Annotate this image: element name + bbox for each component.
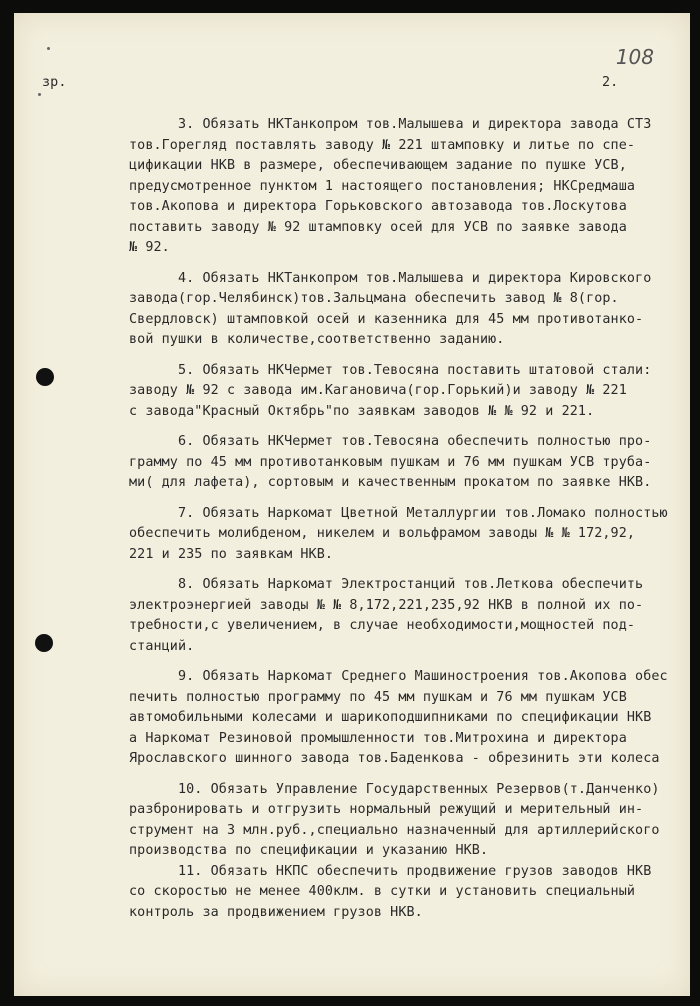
text-line: электроэнергией заводы № № 8,172,221,235,92 НКВ в полной их по-	[129, 597, 644, 613]
text-line: печить полностью программу по 45 мм пушкам и 76 мм пушкам УСВ	[129, 689, 627, 705]
text-line: 9. Обязать Наркомат Среднего Машиностроения тов.Акопова обес	[129, 669, 668, 684]
text-line: 8. Обязать Наркомат Электростанций тов.Леткова обеспечить	[129, 577, 644, 592]
text-line: 5. Обязать НКЧермет тов.Тевосяна поставить штатовой стали:	[129, 362, 652, 378]
text-line: Свердловск) штамповкой осей и казенника для 45 мм противотанко-	[129, 311, 644, 327]
text-line: требности,с увеличением, в случае необходимости,мощностей под-	[129, 618, 636, 633]
paragraph-gap	[129, 351, 668, 361]
paragraph	[129, 115, 668, 259]
paragraph	[129, 575, 668, 657]
text-line: Ярославского шинного завода тов.Баденкова - обрезинить эти колеса	[129, 751, 660, 766]
text-line: 10. Обязать Управление Государственных Резервов(т.Данченко)	[129, 781, 660, 797]
text-line: контроль за продвижением грузов НКВ.	[129, 904, 423, 920]
header-left: зр.	[42, 75, 67, 90]
paragraph	[129, 780, 668, 924]
paragraph-gap	[129, 259, 668, 269]
text-line: тов.Горегляд поставлять заводу № 221 штамповку и литье по спе-	[129, 137, 636, 153]
paragraph	[129, 361, 668, 423]
text-line: станций.	[129, 638, 195, 654]
text-line: тов.Акопова и директора Горьковского автозавода тов.Лоскутова	[129, 199, 627, 214]
document-page	[14, 13, 690, 996]
text-line: обеспечить молибденом, никелем и вольфрамом заводы № № 172,92,	[129, 526, 636, 541]
text-line: разбронировать и отгрузить нормальный режущий и мерительный ин-	[129, 802, 644, 817]
punch-hole	[35, 634, 53, 652]
text-line: производства по спецификации и указанию НКВ.	[129, 843, 489, 858]
text-line: 3. Обязать НКТанкопром тов.Малышева и директора завода СТЗ	[129, 117, 652, 132]
text-line: 4. Обязать НКТанкопром тов.Малышева и директора Кировского	[129, 270, 652, 286]
text-line: заводу № 92 с завода им.Кагановича(гор.Горький)и заводу № 221	[129, 383, 627, 398]
paragraph-gap	[129, 770, 668, 780]
text-line: завода(гор.Челябинск)тов.Зальцмана обеспечить завод № 8(гор.	[129, 291, 619, 306]
paragraph-gap	[129, 422, 668, 432]
paragraph-gap	[129, 494, 668, 504]
paragraph-gap	[129, 565, 668, 575]
text-line: ми( для лафета), сортовым и качественным прокатом по заявке НКВ.	[129, 475, 652, 490]
text-line: грамму по 45 мм противотанковым пушкам и 76 мм пушкам УСВ труба-	[129, 454, 652, 470]
text-line: предусмотренное пунктом 1 настоящего постановления; НКСредмаша	[129, 178, 636, 194]
text-line: 221 и 235 по заявкам НКВ.	[129, 546, 334, 562]
speck	[47, 47, 50, 50]
text-line: со скоростью не менее 400клм. в сутки и установить специальный	[129, 884, 636, 899]
text-line: автомобильными колесами и шарикоподшипниками по спецификации НКВ	[129, 710, 652, 725]
text-line: поставить заводу № 92 штамповку осей для УСВ по заявке завода	[129, 219, 627, 235]
document-body	[129, 115, 668, 923]
paragraph	[129, 269, 668, 351]
text-line: № 92.	[129, 240, 170, 255]
text-line: вой пушки в количестве,соответственно заданию.	[129, 332, 505, 347]
page-number: 2.	[602, 75, 619, 90]
text-line: 11. Обязать НКПС обеспечить продвижение грузов заводов НКВ	[129, 863, 652, 879]
speck	[38, 93, 41, 96]
paragraph	[129, 667, 668, 770]
text-line: 7. Обязать Наркомат Цветной Металлургии тов.Ломако полностью	[129, 505, 668, 521]
folio-number: 108	[615, 45, 654, 69]
paragraph	[129, 504, 668, 566]
text-line: цификации НКВ в размере, обеспечивающем задание по пушке УСВ,	[129, 158, 627, 173]
text-line: 6. Обязать НКЧермет тов.Тевосяна обеспечить полностью про-	[129, 434, 652, 449]
paragraph-gap	[129, 657, 668, 667]
text-line: а Наркомат Резиновой промышленности тов.Митрохина и директора	[129, 730, 627, 746]
punch-hole	[36, 368, 54, 386]
text-line: с завода"Красный Октябрь"по заявкам заводов № № 92 и 221.	[129, 403, 595, 419]
text-line: струмент на 3 млн.руб.,специально назначенный для артиллерийского	[129, 822, 660, 838]
paragraph	[129, 432, 668, 494]
